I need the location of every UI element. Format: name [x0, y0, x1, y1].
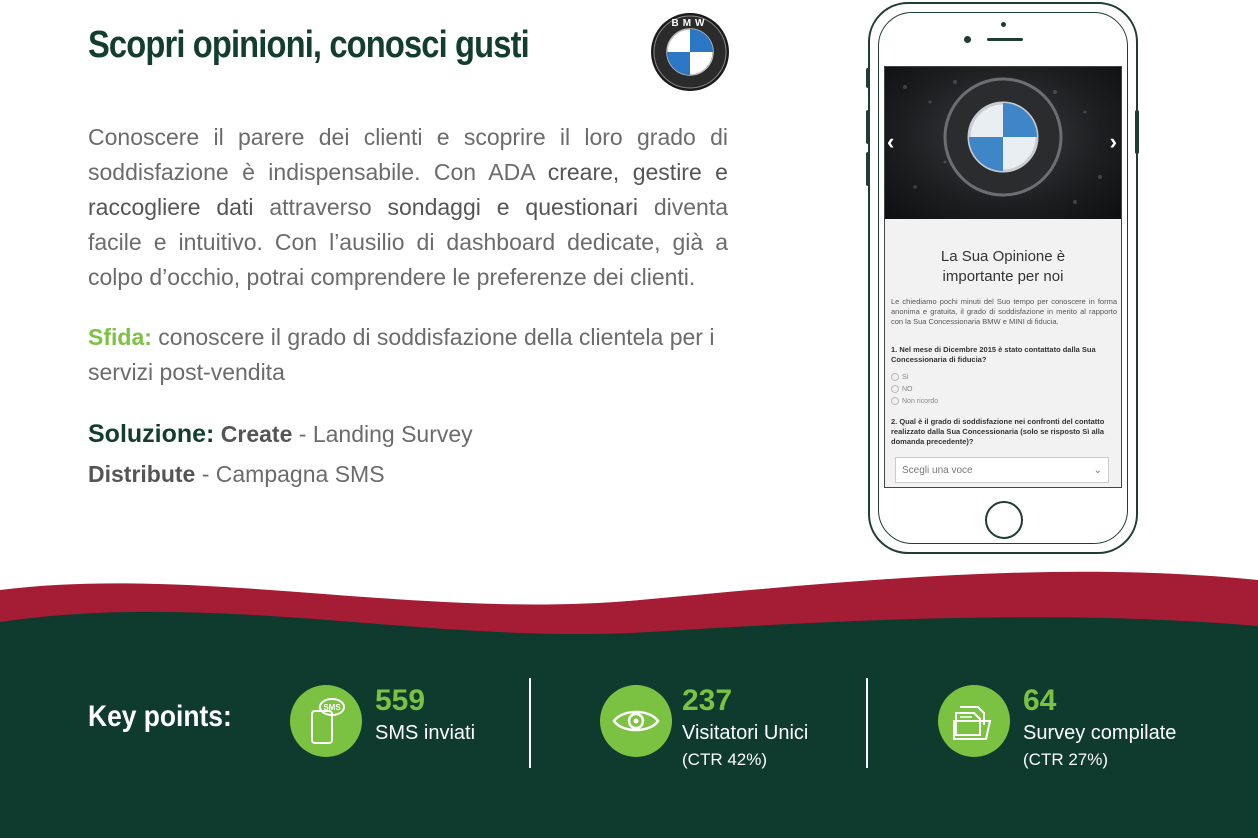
phone-side-button-1: [866, 68, 870, 88]
stat-visitors-label: Visitatori Unici: [682, 722, 809, 744]
solution-label: Soluzione:: [88, 420, 215, 448]
solution-create-rest: - Landing Survey: [292, 421, 473, 447]
survey-intro: Le chiediamo pochi minuti del Suo tempo per conoscere in forma anonima e gratuita, il grado di soddisfazione in merito al rapporto con la Sua Concessionaria BMW e MINI di fiducia.: [891, 297, 1117, 326]
intro-text-2: attraverso: [253, 194, 388, 220]
solution-distribute-line: [88, 454, 473, 494]
intro-bold-2: sondaggi e questionari: [387, 194, 638, 220]
hero-image: [885, 67, 1121, 219]
q1-option-no[interactable]: NO: [891, 385, 913, 393]
challenge-text: conoscere il grado di soddisfazione della clientela per i servizi post-vendita: [88, 324, 715, 385]
chevron-down-icon: ⌄: [1093, 465, 1102, 476]
phone-home-button: [985, 501, 1023, 539]
stat-divider-2: [866, 678, 868, 768]
stat-surveys-label: Survey compilate: [1023, 722, 1177, 744]
carousel-prev-arrow[interactable]: ‹: [887, 129, 895, 154]
sms-phone-icon: [290, 685, 362, 757]
intro-text-1: Conoscere il parere dei clienti e scoprire il loro grado di soddisfazione è indispensabile. Con ADA: [88, 124, 728, 185]
key-points-label: Key points:: [88, 700, 232, 733]
solution-distribute-rest: - Campagna SMS: [195, 461, 385, 487]
intro-bold-1: creare, gestire e raccogliere dati: [88, 159, 728, 220]
q1-option-non-ricordo[interactable]: Non ricordo: [891, 397, 938, 405]
svg-text:BMW: [672, 18, 709, 29]
carousel-next-arrow[interactable]: ›: [1109, 129, 1117, 154]
phone-side-button-3: [866, 152, 870, 186]
challenge-label: Sfida:: [88, 324, 152, 350]
phone-screen: [884, 66, 1122, 488]
intro-paragraph: [88, 120, 728, 295]
sms-icon-text: SMS: [323, 703, 341, 712]
bmw-badge-image: [885, 67, 1121, 219]
phone-speaker: [987, 38, 1023, 41]
solution-block: [88, 414, 473, 494]
stat-visitors-ctr: (CTR 42%): [682, 750, 768, 769]
challenge-paragraph: [88, 320, 738, 390]
eye-icon: [600, 685, 672, 757]
stat-visitors-value: 237: [682, 684, 733, 717]
phone-power-button: [1135, 110, 1139, 154]
survey-heading: La Sua Opinione è importante per noi: [940, 248, 1066, 285]
stat-divider-1: [529, 678, 531, 768]
intro-text-3: diventa facile e intuitivo. Con l’ausilio di dashboard dedicate, già a colpo d’occhio, potrai comprendere le preferenze dei clienti.: [88, 194, 729, 290]
phone-camera: [1001, 22, 1006, 27]
q2-select[interactable]: [895, 457, 1109, 483]
solution-create-line: [88, 414, 473, 454]
bmw-logo-letters: BMW: [671, 18, 709, 29]
survey-question-1: 1. Nel mese di Dicembre 2015 è stato contattato dalla Sua Concessionaria di fiducia?: [891, 345, 1096, 364]
folder-documents-icon: [938, 685, 1010, 757]
phone-side-button-2: [866, 110, 870, 144]
survey-question-2: 2. Qual è il grado di soddisfazione nei confronti del contatto realizzato dalla Sua Concessionaria (solo se risposto Sì alla domanda precedente)?: [891, 417, 1105, 446]
q2-select-value: Scegli una voce: [902, 465, 973, 476]
q1-option-si[interactable]: Sì: [891, 373, 909, 381]
stat-surveys-value: 64: [1023, 684, 1057, 717]
stat-surveys-ctr: (CTR 27%): [1023, 750, 1109, 769]
phone-sensor: [964, 36, 971, 43]
page-title: Scopri opinioni, conosci gusti: [88, 24, 529, 66]
solution-distribute-bold: Distribute: [88, 461, 196, 487]
stat-sms-label: SMS inviati: [375, 722, 476, 744]
stat-sms-value: 559: [375, 684, 426, 717]
solution-create-bold: Create: [220, 421, 293, 447]
bmw-logo: [650, 12, 730, 92]
